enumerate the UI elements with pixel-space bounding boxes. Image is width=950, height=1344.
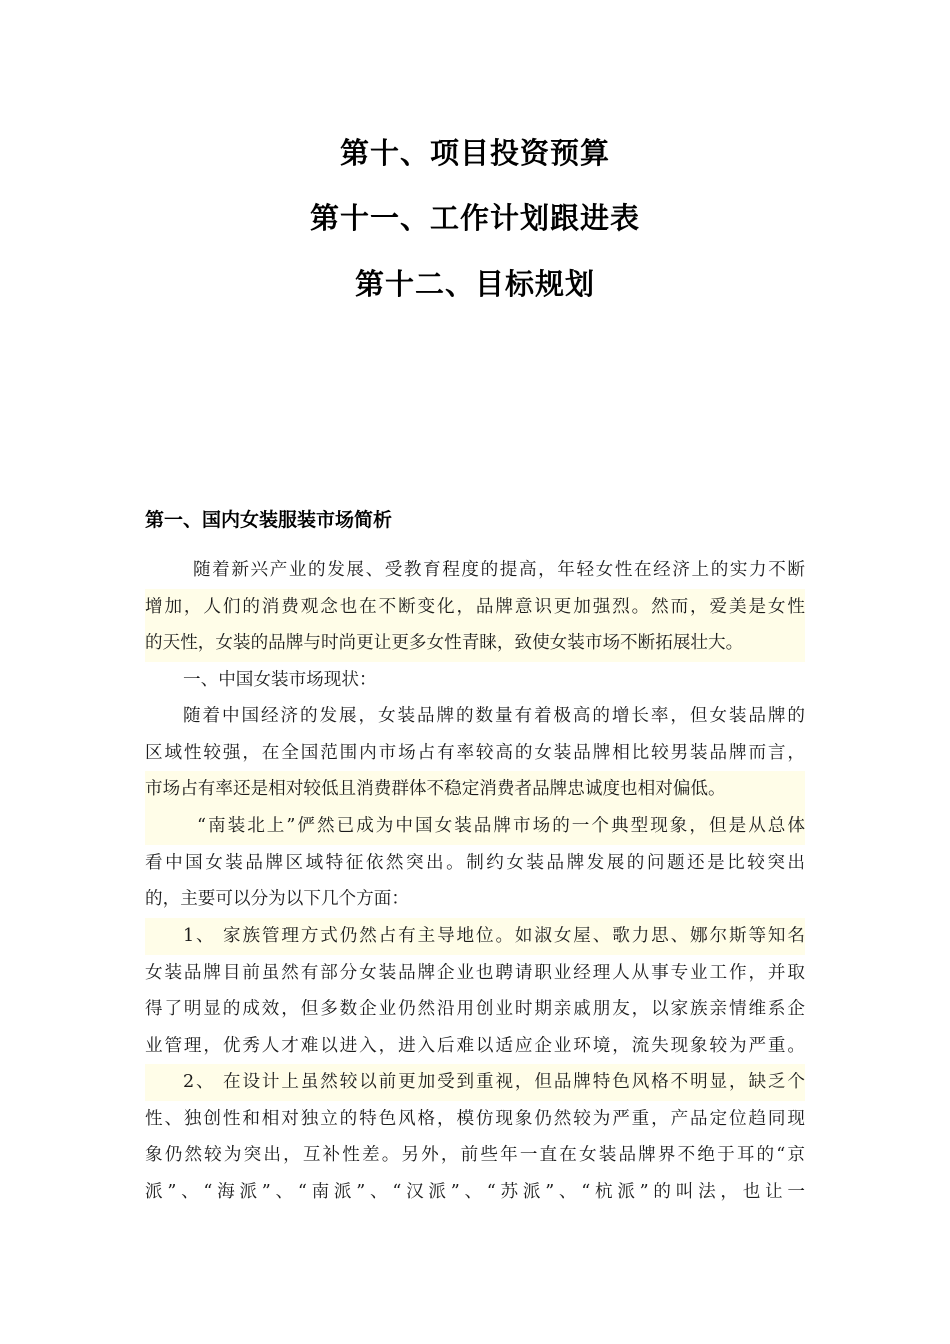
paragraph-line: 1、 家族管理方式仍然占有主导地位。如淑女屋、歌力思、娜尔斯等知名 — [145, 918, 805, 955]
paragraph-line: 增加，人们的消费观念也在不断变化，品牌意识更加强烈。然而，爱美是女性 — [145, 589, 805, 626]
paragraph-point-2 — [145, 1064, 805, 1210]
paragraph-line: 的，主要可以分为以下几个方面： — [145, 889, 409, 909]
paragraph-line: “南装北上”俨然已成为中国女装品牌市场的一个典型现象，但是从总体 — [145, 808, 805, 845]
paragraph-line: 业管理，优秀人才难以进入，进入后难以适应企业环境，流失现象较为严重。 — [145, 1035, 805, 1056]
paragraph-point-1 — [145, 918, 805, 1064]
paragraph-line: 性、独创性和相对独立的特色风格，模仿现象仍然较为严重，产品定位趋同现 — [145, 1108, 805, 1129]
paragraph-line: 女装品牌目前虽然有部分女装品牌企业也聘请职业经理人从事专业工作，并取 — [145, 962, 805, 983]
toc-item-10: 第十、项目投资预算 — [339, 136, 610, 170]
toc-item-11: 第十一、工作计划跟进表 — [309, 201, 640, 235]
paragraph-status — [145, 698, 805, 808]
paragraph-line: 随着中国经济的发展，女装品牌的数量有着极高的增长率，但女装品牌的 — [183, 706, 805, 726]
paragraph-line: 随着新兴产业的发展、受教育程度的提高，年轻女性在经济上的实力不断 — [193, 560, 805, 580]
paragraph-line: 的天性，女装的品牌与时尚更让更多女性青睐，致使女装市场不断拓展壮大。 — [145, 625, 805, 662]
paragraph-subheading — [145, 662, 805, 699]
paragraph-line: 区域性较强，在全国范围内市场占有率较高的女装品牌相比较男装品牌而言， — [145, 742, 805, 763]
section-heading: 第一、国内女装服装市场简析 — [145, 509, 393, 531]
paragraph-line: 2、 在设计上虽然较以前更加受到重视，但品牌特色风格不明显，缺乏个 — [145, 1064, 805, 1101]
paragraph-line: 派”、“海派”、“南派”、“汉派”、“苏派”、“杭派”的叫法，也让一 — [145, 1181, 805, 1202]
paragraph-intro — [145, 552, 805, 662]
paragraph-line: 市场占有率还是相对较低且消费群体不稳定消费者品牌忠诚度也相对偏低。 — [145, 771, 805, 808]
paragraph-line: 一、中国女装市场现状： — [183, 670, 377, 690]
toc-item-12: 第十二、目标规划 — [354, 267, 595, 301]
paragraph-line: 看中国女装品牌区域特征依然突出。制约女装品牌发展的问题还是比较突出 — [145, 852, 805, 873]
paragraph-south-north — [145, 808, 805, 918]
paragraph-line: 得了明显的成效，但多数企业仍然沿用创业时期亲戚朋友，以家族亲情维系企 — [145, 999, 805, 1019]
paragraph-line: 象仍然较为突出，互补性差。另外，前些年一直在女装品牌界不绝于耳的“京 — [145, 1145, 805, 1165]
